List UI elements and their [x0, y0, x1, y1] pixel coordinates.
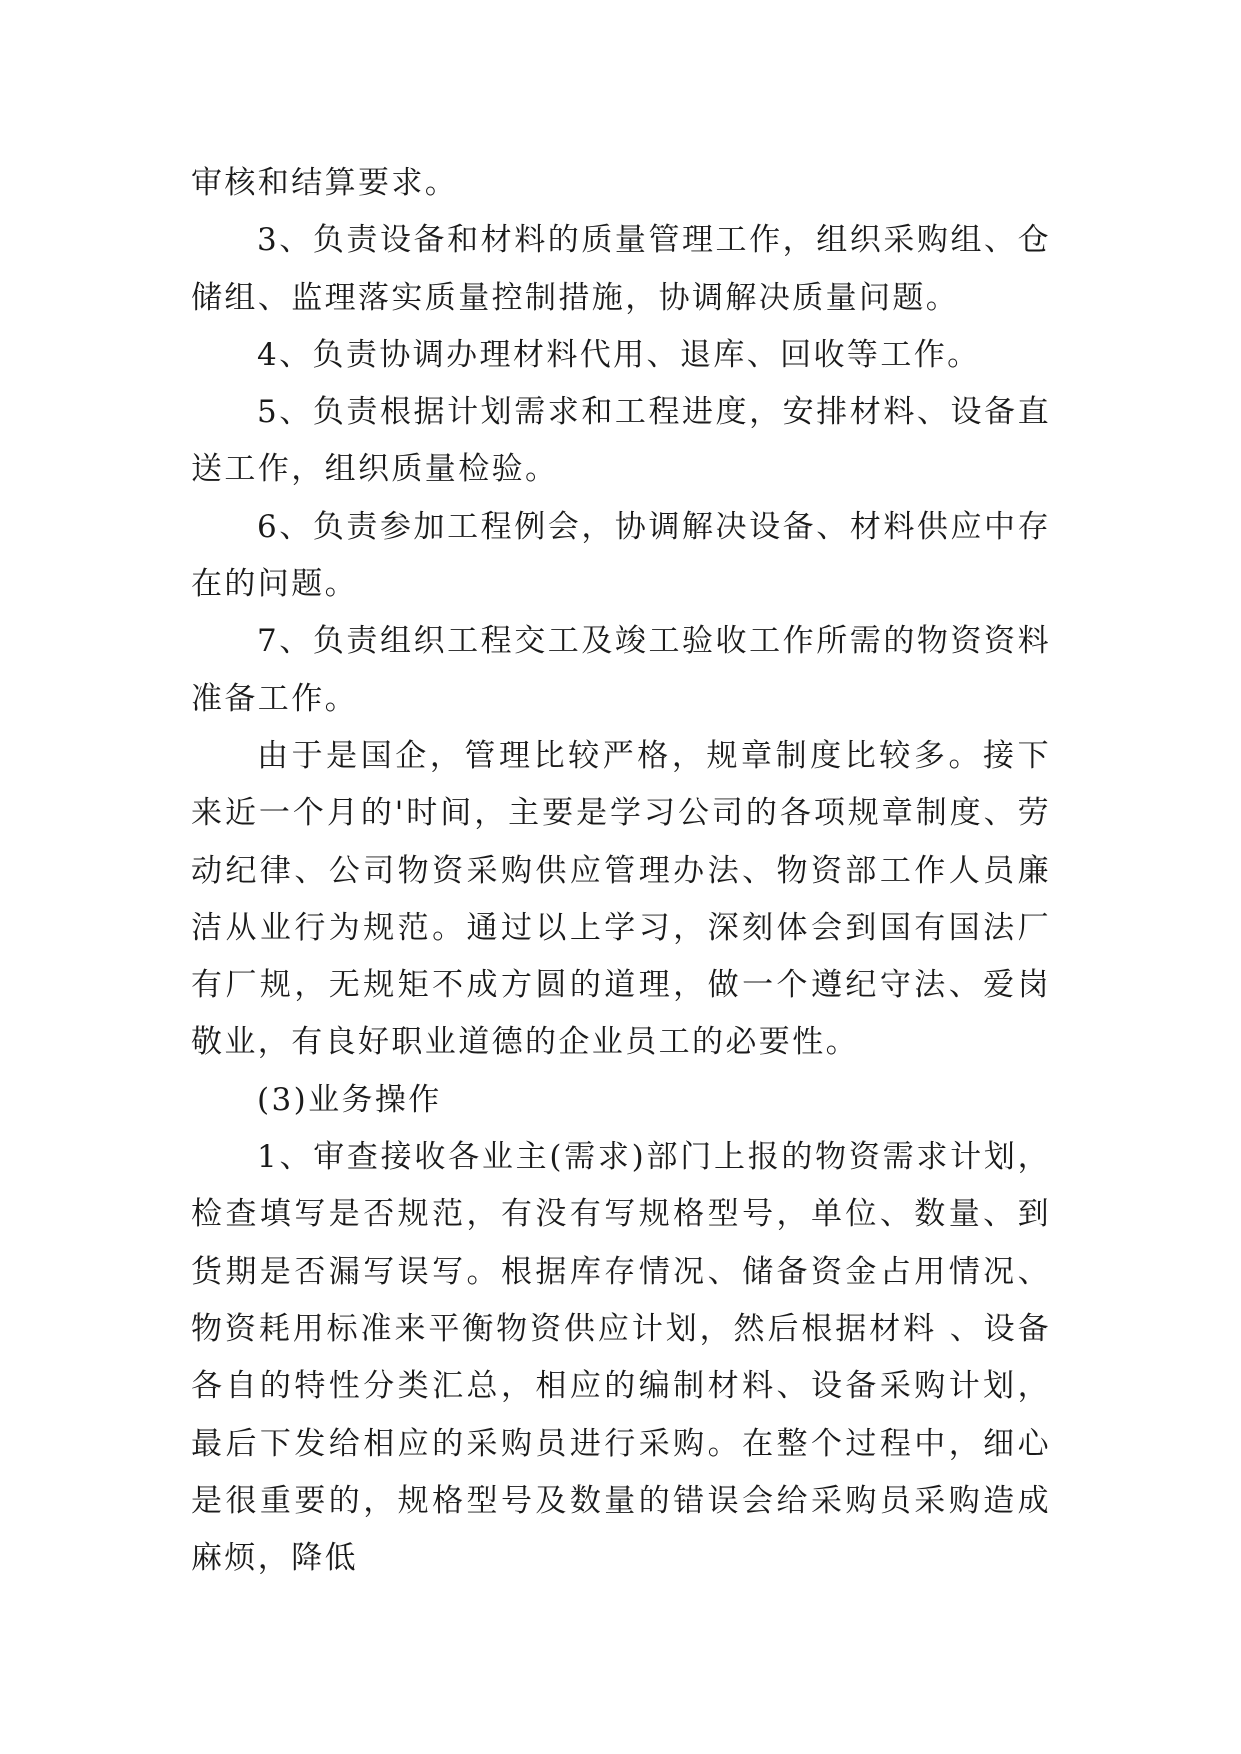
- paragraph-operation-1: 1、审查接收各业主(需求)部门上报的物资需求计划，检查填写是否规范，有没有写规格型号，单位、数量、到货期是否漏写误写。根据库存情况、储备资金占用情况、物资耗用标准来平衡物资供应计划，然后根据材料 、设备各自的特性分类汇总，相应的编制材料、设备采购计划，最后下发给相应的采购员进行采购。在整个过程中，细心是很重要的，规格型号及数量的错误会给采购员采购造成麻烦，降低: [191, 1139, 1051, 1577]
- paragraph-item-3: 3、负责设备和材料的质量管理工作，组织采购组、仓储组、监理落实质量控制措施，协调解决质量问题。: [191, 222, 1051, 316]
- document-page: [191, 155, 1051, 1587]
- paragraph-item-7: 7、负责组织工程交工及竣工验收工作所需的物资资料准备工作。: [191, 623, 1051, 717]
- paragraph-item-6: 6、负责参加工程例会，协调解决设备、材料供应中存在的问题。: [191, 508, 1051, 603]
- section-heading: (3)业务操作: [257, 1081, 442, 1118]
- paragraph-summary: 由于是国企，管理比较严格，规章制度比较多。接下来近一个月的'时间，主要是学习公司的各项规章制度、劳动纪律、公司物资采购供应管理办法、物资部工作人员廉洁从业行为规范。通过以上学习，深刻体会到国有国法厂有厂规，无规矩不成方圆的道理，做一个遵纪守法、爱岗敬业，有良好职业道德的企业员工的必要性。: [191, 737, 1051, 1061]
- paragraph-continuation: 审核和结算要求。: [191, 165, 459, 201]
- paragraph-item-5: 5、负责根据计划需求和工程进度，安排材料、设备直送工作，组织质量检验。: [191, 394, 1051, 488]
- paragraph-item-4: 4、负责协调办理材料代用、退库、回收等工作。: [257, 336, 981, 373]
